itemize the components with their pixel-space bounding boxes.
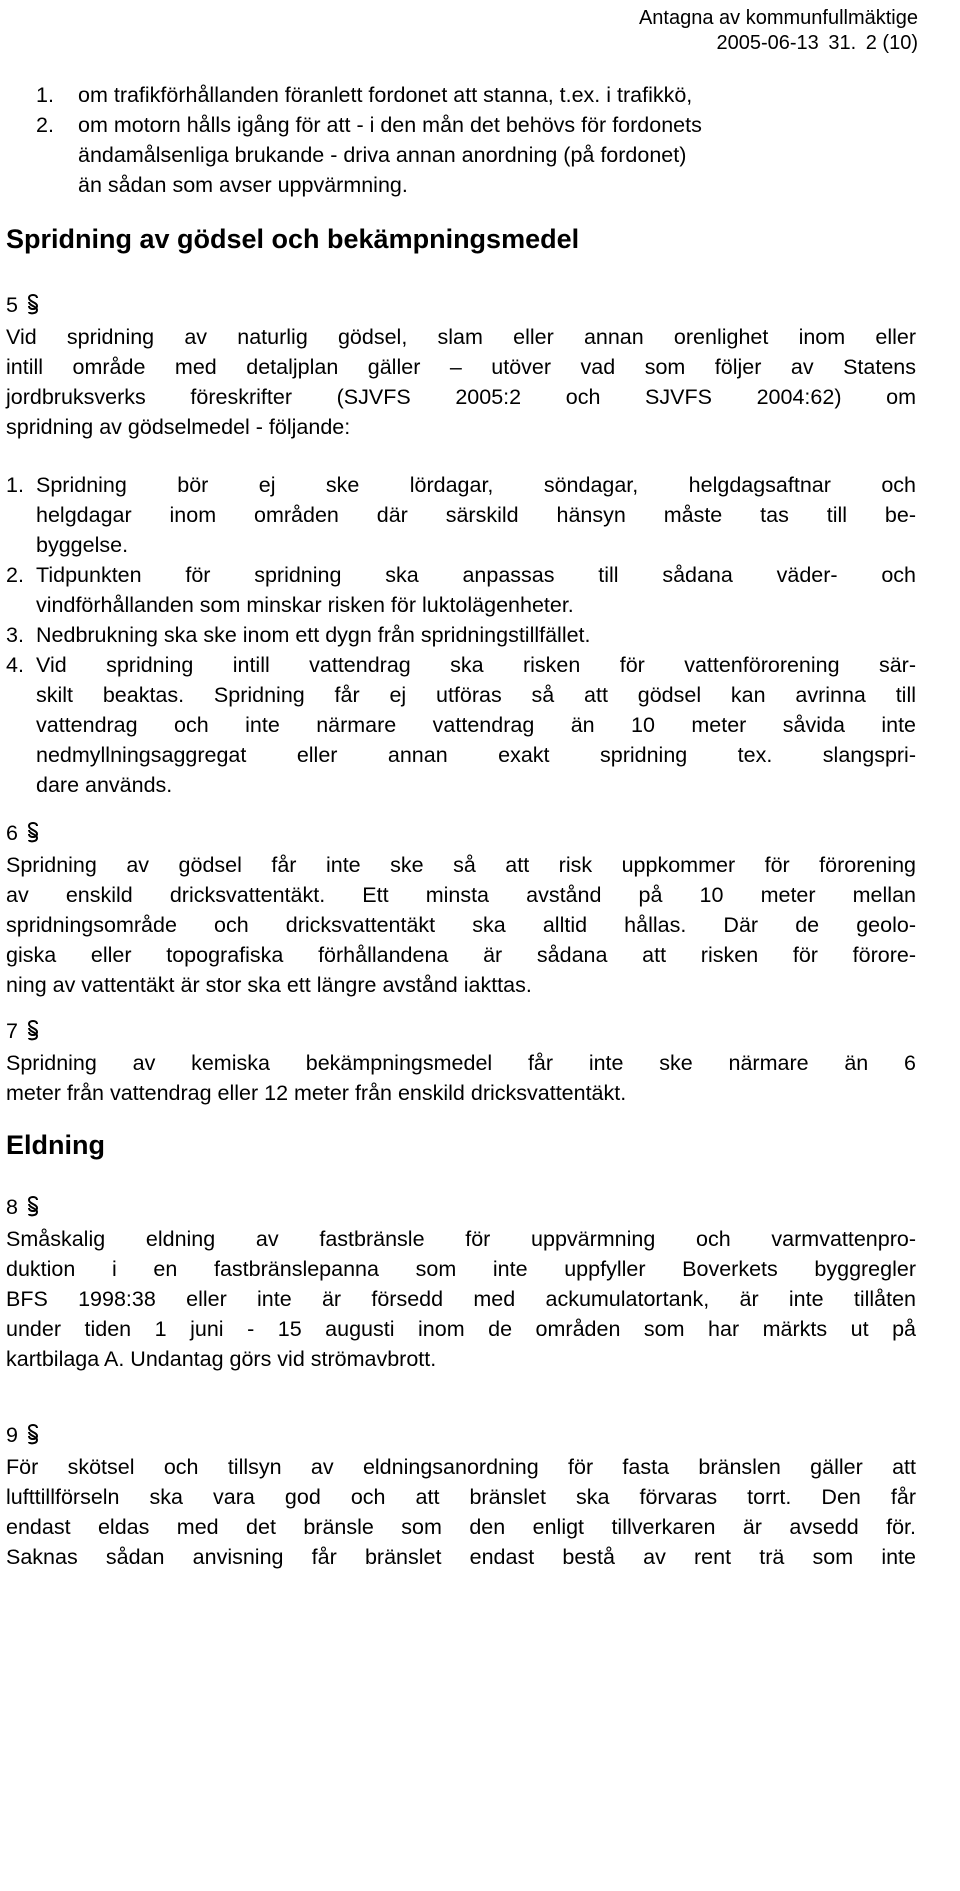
paragraph-line: lufttillförseln ska vara god och att bränslet ska förvaras torrt. Den får (6, 1485, 916, 1509)
list-item-text: dare används. (36, 773, 173, 797)
list-item-text: helgdagar inom områden där särskild hänsyn måste tas till be- (36, 503, 916, 527)
paragraph-line: Spridning av gödsel får inte ske så att risk uppkommer för förorening (6, 853, 916, 877)
paragraph-number: 31. (828, 32, 857, 54)
list-item-text: Vid spridning intill vattendrag ska risken för vattenförorening sär- (36, 653, 916, 677)
list-item-text: Tidpunkten för spridning ska anpassas till sådana väder- och (36, 563, 916, 587)
paragraph-line: giska eller topografiska förhållandena är sådana att risken för förore- (6, 943, 916, 967)
section-sign-icon (24, 1194, 42, 1220)
section-marker-7 (6, 1016, 960, 1046)
list-item-text: skilt beaktas. Spridning får ej utföras så att gödsel kan avrinna till (36, 683, 916, 707)
page-number: 2 (10) (865, 32, 918, 54)
section-sign-icon (24, 1422, 42, 1448)
section-number: 5 (6, 293, 18, 317)
list-number: 1. (36, 83, 54, 107)
section-marker-6 (6, 818, 960, 848)
paragraph-line: meter från vattendrag eller 12 meter från enskild dricksvattentäkt. (6, 1081, 627, 1105)
page-header (639, 6, 918, 56)
paragraph-line: Saknas sådan anvisning får bränslet endast bestå av rent trä som inte (6, 1545, 916, 1569)
paragraph-line: Småskalig eldning av fastbränsle för uppvärmning och varmvattenpro- (6, 1227, 916, 1251)
section-marker-8 (6, 1192, 960, 1222)
list-item-text: vindförhållanden som minskar risken för luktolägenheter. (36, 593, 574, 617)
list-item-text: Spridning bör ej ske lördagar, söndagar, helgdagsaftnar och (36, 473, 916, 497)
section-number: 6 (6, 821, 18, 845)
paragraph-line: ning av vattentäkt är stor ska ett längre avstånd iakttas. (6, 973, 532, 997)
section-marker-5 (6, 290, 960, 320)
adoption-date: 2005-06-13 (716, 32, 819, 54)
section-sign-icon (24, 292, 42, 318)
paragraph-line: Spridning av kemiska bekämpningsmedel får inte ske närmare än 6 (6, 1051, 916, 1075)
adoption-note: Antagna av kommunfullmäktige (638, 7, 918, 29)
list-item-text: än sådan som avser uppvärmning. (78, 173, 408, 197)
list-item-text: ändamålsenliga brukande - driva annan anordning (på fordonet) (78, 143, 687, 167)
paragraph-line: kartbilaga A. Undantag görs vid strömavbrott. (6, 1347, 437, 1371)
paragraph-line: spridningsområde och dricksvattentäkt ska alltid hållas. Där de geolo- (6, 913, 916, 937)
section-number: 9 (6, 1423, 18, 1447)
paragraph-line: av enskild dricksvattentäkt. Ett minsta avstånd på 10 meter mellan (6, 883, 916, 907)
list-item-text: byggelse. (36, 533, 129, 557)
section-heading-burning: Eldning (6, 1130, 105, 1160)
list-item-text: om motorn hålls igång för att - i den mån det behövs för fordonets (78, 113, 702, 137)
list-number: 4. (6, 653, 24, 677)
paragraph-line: Vid spridning av naturlig gödsel, slam eller annan orenlighet inom eller (6, 325, 916, 349)
list-item-text: nedmyllningsaggregat eller annan exakt spridning tex. slangspri- (36, 743, 916, 767)
list-item-text: om trafikförhållanden föranlett fordonet att stanna, t.ex. i trafikkö, (78, 83, 693, 107)
list-item-text: Nedbrukning ska ske inom ett dygn från spridningstillfället. (36, 623, 591, 647)
section-number: 7 (6, 1019, 18, 1043)
paragraph-line: endast eldas med det bränsle som den enligt tillverkaren är avsedd för. (6, 1515, 916, 1539)
section-number: 8 (6, 1195, 18, 1219)
adoption-date-line (639, 31, 918, 56)
list-item-text: vattendrag och inte närmare vattendrag än 10 meter såvida inte (36, 713, 916, 737)
list-number: 1. (6, 473, 24, 497)
paragraph-line: duktion i en fastbränslepanna som inte uppfyller Boverkets byggregler (6, 1257, 916, 1281)
section-marker-9 (6, 1420, 960, 1450)
list-number: 2. (36, 113, 54, 137)
list-number: 2. (6, 563, 24, 587)
section-sign-icon (24, 820, 42, 846)
paragraph-line: spridning av gödselmedel - följande: (6, 415, 351, 439)
paragraph-line: BFS 1998:38 eller inte är försedd med ackumulatortank, är inte tillåten (6, 1287, 916, 1311)
section-sign-icon (24, 1018, 42, 1044)
paragraph-line: jordbruksverks föreskrifter (SJVFS 2005:2 och SJVFS 2004:62) om (6, 385, 916, 409)
paragraph-line: För skötsel och tillsyn av eldningsanordning för fasta bränslen gäller att (6, 1455, 916, 1479)
paragraph-line: intill område med detaljplan gäller – utöver vad som följer av Statens (6, 355, 916, 379)
paragraph-line: under tiden 1 juni - 15 augusti inom de områden som har märkts ut på (6, 1317, 916, 1341)
list-number: 3. (6, 623, 24, 647)
section-heading-spreading: Spridning av gödsel och bekämpningsmedel (6, 224, 580, 254)
